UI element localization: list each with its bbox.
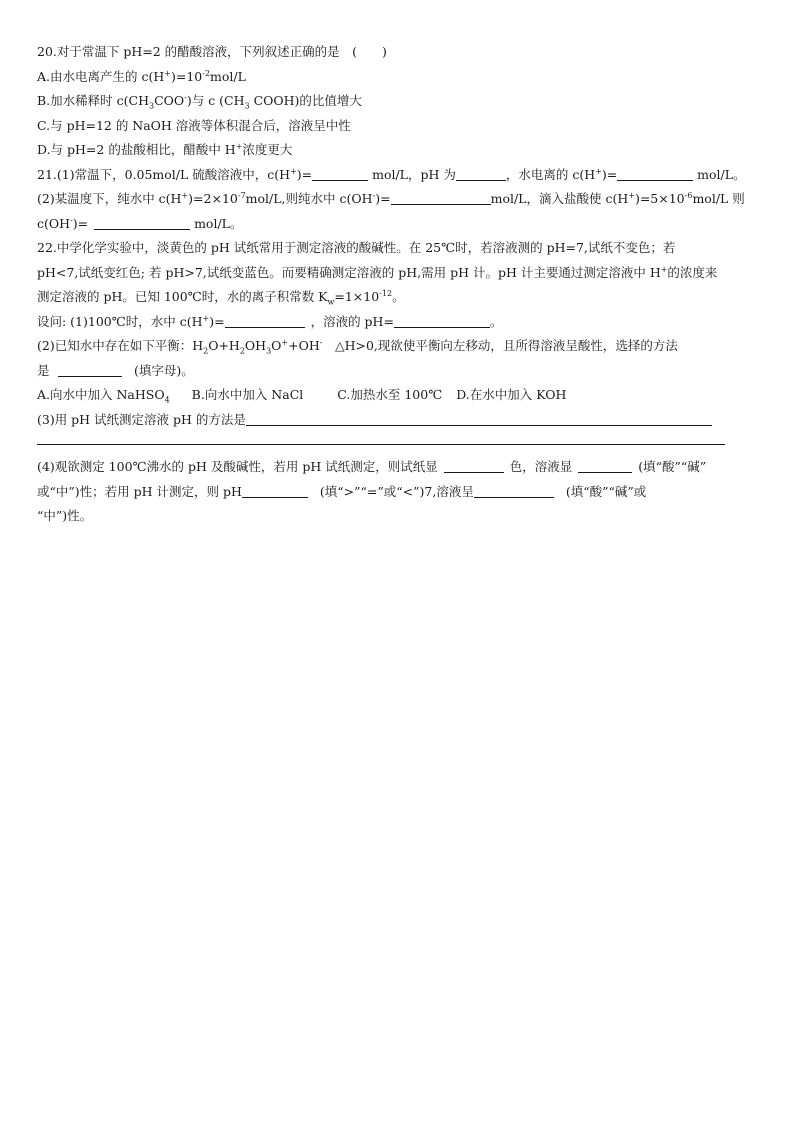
text: O <box>271 338 282 353</box>
text: 设问: (1)100℃时，水中 c(H <box>37 313 203 329</box>
text: mol/L <box>210 68 246 84</box>
text: )=10 <box>170 68 203 84</box>
answer-blank[interactable] <box>578 458 632 473</box>
text: (2)已知水中存在如下平衡：H <box>37 338 204 353</box>
q22-intro-3 <box>37 285 759 310</box>
text: (2)某温度下，纯水中 c(H <box>37 191 182 206</box>
sup: -12 <box>379 288 393 298</box>
text: mol/L，滴入盐酸使 c(H <box>490 191 629 206</box>
sup: - <box>70 215 73 225</box>
answer-blank[interactable] <box>444 458 504 473</box>
text: 。 <box>489 313 503 329</box>
answer-blank[interactable] <box>312 166 368 181</box>
answer-blank[interactable] <box>225 313 305 328</box>
text: mol/L，pH 为 <box>368 166 456 182</box>
text: O+H <box>208 338 240 353</box>
answer-blank[interactable] <box>391 190 491 205</box>
q21-part1 <box>37 163 759 188</box>
q22-sub2-cont <box>37 359 759 384</box>
sub: 3 <box>244 101 250 111</box>
text: +OH <box>288 338 320 353</box>
text: (4)观欲测定 100℃沸水的 pH 及酸碱性，若用 pH 试纸测定，则试纸显 <box>37 459 438 474</box>
sup: + <box>181 190 189 200</box>
text: )= <box>601 166 618 182</box>
sup: + <box>281 337 289 347</box>
text: (填“>”“=”或“<”)7,溶液呈 <box>319 483 474 499</box>
text: mol/L。 <box>693 166 746 182</box>
text: 浓度更大 <box>242 142 293 157</box>
text: A.由水电离产生的 c(H <box>37 68 165 84</box>
text: )=5×10 <box>634 191 685 206</box>
text: mol/L 则 <box>692 191 745 206</box>
text: c(OH <box>37 215 71 231</box>
q20-option-a <box>37 65 759 90</box>
text: mol/L。 <box>190 215 243 231</box>
answer-blank[interactable] <box>474 483 554 498</box>
text: pH<7,试纸变红色; 若 pH>7,试纸变蓝色。而要精确测定溶液的 pH,需用 pH 计。pH 计主要通过测定溶液中 H <box>37 264 661 280</box>
text: “中”)性。 <box>37 508 93 523</box>
answer-blank[interactable] <box>58 362 122 377</box>
text: B.加水稀释时 c(CH <box>37 93 149 108</box>
text: ，水电离的 c(H <box>505 166 596 182</box>
text: )= <box>72 215 89 231</box>
sup: - <box>372 190 376 200</box>
text: (填字母)。 <box>121 362 194 378</box>
text: (3)用 pH 试纸测定溶液 pH 的方法是 <box>37 411 246 427</box>
q21-part2 <box>37 187 759 212</box>
sup: - <box>184 92 187 102</box>
text: (填“酸”“碱”或 <box>565 483 647 499</box>
sub: 2 <box>203 346 209 356</box>
text: )= <box>375 191 391 206</box>
sup: + <box>202 313 210 323</box>
sub: 3 <box>148 101 155 111</box>
sub: w <box>327 297 335 307</box>
q20-option-b <box>37 89 759 114</box>
sup: - <box>319 337 323 347</box>
text: 22.中学化学实验中，淡黄色的 pH 试纸常用于测定溶液的酸碱性。在 25℃时，若溶液测的 pH=7,试纸不变色；若 <box>37 240 676 255</box>
text: ，溶液的 pH= <box>310 313 394 329</box>
text: A.向水中加入 NaHSO <box>37 387 165 402</box>
q20-stem-text: 20.对于常温下 pH=2 的醋酸溶液，下列叙述正确的是 ( ) <box>37 44 387 59</box>
text: 的浓度来 <box>667 264 718 280</box>
text: )=2×10 <box>188 191 238 206</box>
sup: + <box>595 166 602 176</box>
question-content <box>37 40 759 529</box>
q20-stem <box>37 40 759 65</box>
text: B.向水中加入 NaCl <box>191 387 304 402</box>
q21-part2-cont <box>37 212 759 237</box>
sup: + <box>290 166 297 176</box>
sup: + <box>660 264 668 274</box>
q22-sub4-cont <box>37 480 759 505</box>
answer-blank[interactable] <box>94 215 190 230</box>
sup: + <box>235 141 243 151</box>
text: )= <box>209 313 225 329</box>
answer-blank[interactable] <box>456 166 506 181</box>
text: △H>0,现欲使平衡向左移动，且所得溶液呈酸性，选择的方法 <box>322 338 678 353</box>
q22-sub1 <box>37 310 759 335</box>
sub: 3 <box>266 346 272 356</box>
text: OH <box>244 338 267 353</box>
text: D.在水中加入 KOH <box>456 387 567 402</box>
sup: -2 <box>202 68 211 78</box>
sup: -7 <box>237 190 246 200</box>
text: C.加热水至 100℃ <box>337 387 443 402</box>
sub: 4 <box>164 395 170 405</box>
q20-option-c <box>37 114 759 139</box>
sup: -6 <box>684 190 693 200</box>
text: 。 <box>392 289 405 304</box>
text: COOH)的比值增大 <box>249 93 362 108</box>
sub: 2 <box>239 346 245 356</box>
answer-blank[interactable] <box>242 483 308 498</box>
text: 色，溶液显 <box>509 459 573 474</box>
text: )与 c (CH <box>186 93 245 108</box>
text: D.与 pH=2 的盐酸相比，醋酸中 H <box>37 142 236 157</box>
text: (填“酸”“碱” <box>638 459 707 474</box>
text: 测定溶液的 pH。已知 100℃时，水的离子积常数 K <box>37 289 328 304</box>
answer-blank[interactable] <box>617 166 693 181</box>
q22-sub2 <box>37 334 759 359</box>
text: COO <box>154 93 185 108</box>
q22-intro-2 <box>37 261 759 286</box>
q22-intro-1 <box>37 236 759 261</box>
sup: + <box>628 190 635 200</box>
sup: + <box>164 68 171 78</box>
answer-blank[interactable] <box>394 313 490 328</box>
q20-option-d <box>37 138 759 163</box>
text: 21.(1)常温下，0.05mol/L 硫酸溶液中，c(H <box>37 166 291 182</box>
text: mol/L,则纯水中 c(OH <box>245 191 373 206</box>
answer-line[interactable] <box>246 411 712 426</box>
text: C.与 pH=12 的 NaOH 溶液等体积混合后，溶液呈中性 <box>37 117 351 133</box>
q22-sub3 <box>37 408 759 433</box>
q22-sub4 <box>37 455 759 480</box>
q22-sub4-end <box>37 504 759 529</box>
text: 或“中”)性；若用 pH 计测定，则 pH <box>37 483 242 499</box>
text: )= <box>296 166 313 182</box>
q22-sub2-options <box>37 383 759 408</box>
answer-line-full[interactable] <box>37 432 725 445</box>
text: 是 <box>37 362 50 378</box>
text: =1×10 <box>334 289 380 304</box>
